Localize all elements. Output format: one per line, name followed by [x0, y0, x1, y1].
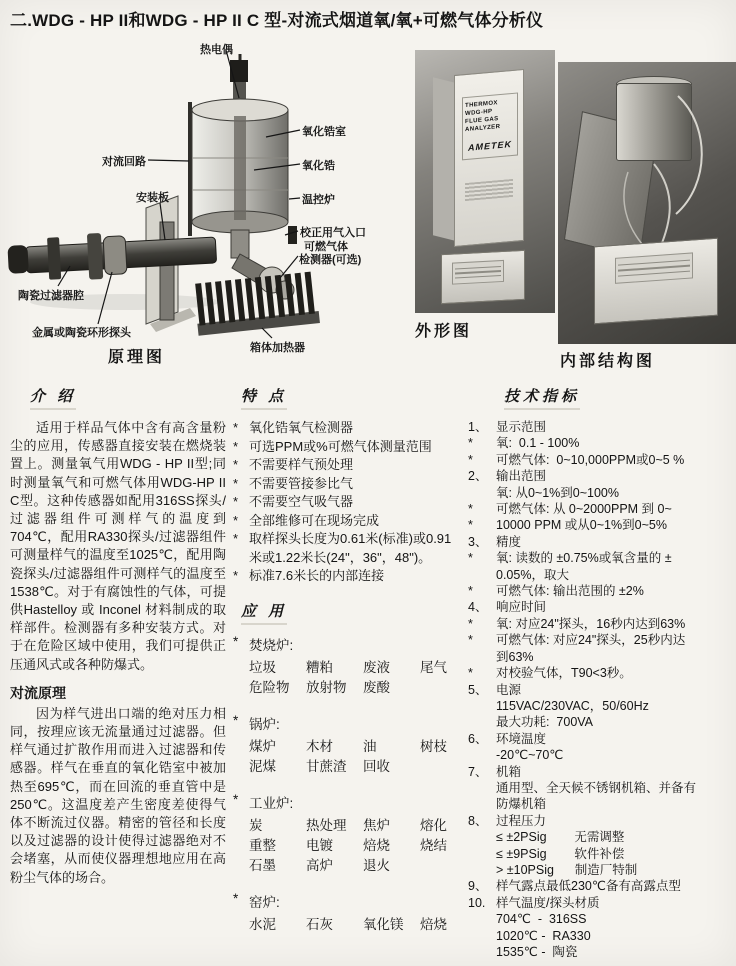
spec-line: > ±10PSig 制造厂特制: [496, 862, 638, 877]
spec-line: * 10000 PPM 或从0~1%到0~5%: [468, 518, 667, 533]
internal-photo: [558, 62, 736, 344]
label-body-heater: 箱体加热器: [250, 342, 305, 354]
spec-line: * 对校验气体，T90<3秒。: [468, 666, 632, 681]
spec-line: ≤ ±9PSig 软件补偿: [496, 846, 625, 861]
internal-box-label: [615, 252, 693, 283]
app-group-incinerator: * 焚烧炉: 垃圾 糟粕 废液 尾气 危险物 放射物 废酸: [233, 634, 463, 698]
feature-item: * 取样探头长度为0.61米(标准)或0.91米或1.22米长(24"，36"，48")。: [233, 530, 463, 567]
spec-line: * 可燃气体: 0~10,000PPM或0~5 %: [468, 452, 685, 467]
principle-caption: 原理图: [108, 349, 166, 366]
bullet: *: [233, 568, 239, 583]
feature-item: * 全部维修可在现场完成: [233, 512, 463, 531]
app-row: 重整 电镀 焙烧 烧结: [249, 837, 447, 853]
feature-item: * 不需要空气吸气器: [233, 493, 463, 512]
spec-line: 10. 样气温度/探头材质: [468, 895, 600, 910]
internal-caption: 内部结构图: [560, 353, 656, 370]
furnace-cylinder-shape: [192, 99, 288, 233]
label-ring-probe: 金属或陶瓷环形探头: [32, 327, 131, 339]
feature-item: * 不需要样气预处理: [233, 456, 463, 475]
convection-paragraph: 因为样气进出口端的绝对压力相同，按理应该无流量通过过滤器。但样气通过扩散作用而进入过滤器和传感器。样气在垂直的氧化锆室中被加热至695℃，而在回流的垂直管中是250℃。这温度差产生密度差使得气体不断流过仪器。精密的管径和长度以及过滤器的设计使得过滤器绝对不会堵塞，从而使仪器理想地应用在高粉尘气体的场合。: [10, 705, 226, 885]
spec-line: 1535℃ - 陶瓷: [496, 945, 578, 959]
spec-line: * 可燃气体: 从 0~2000PPM 到 0~: [468, 502, 672, 517]
spec-line: 1、 显示范围: [468, 420, 547, 434]
junction-box-label: [452, 260, 504, 285]
spec-line: 6、 环境温度: [468, 731, 547, 746]
spec-line: 5、 电源: [468, 682, 522, 697]
features-section: [233, 385, 463, 950]
app-row: 垃圾 糟粕 废液 尾气: [249, 659, 447, 675]
bullet: *: [233, 890, 239, 906]
device-fineprint: [465, 179, 513, 201]
applications-section: [233, 586, 463, 935]
spec-line: 2、 输出范围: [468, 469, 547, 484]
sample-pipe-shape: [7, 227, 217, 284]
specs-heading: 技术指标: [504, 385, 580, 410]
bullet: *: [233, 712, 239, 728]
spec-line: 4、 响应时间: [468, 600, 547, 615]
heatsink-shape: [193, 271, 320, 335]
applications-heading: 应 用: [241, 600, 287, 625]
spec-line: 氧: 从0~1%到0~100%: [496, 485, 619, 500]
label-thermocouple: 热电偶: [200, 44, 233, 56]
device-side-panel: [433, 77, 455, 240]
label-ceramic-filter: 陶瓷过滤器腔: [18, 290, 84, 302]
intro-heading: 介 绍: [30, 385, 76, 410]
app-row: 石墨 高炉 退火: [249, 857, 390, 873]
app-row: 水泥 石灰 氧化镁 焙烧: [249, 916, 447, 932]
label-zirconia-chamber: 氧化锆室: [302, 126, 346, 138]
device-model-text: THERMOX WDG-HP: [465, 100, 498, 118]
feature-item: * 可选PPM或%可燃气体测量范围: [233, 438, 463, 457]
spec-line: * 氧: 0.1 - 100%: [468, 436, 580, 451]
spec-line: 通用型、全天候不锈钢机箱、并备有: [496, 780, 697, 795]
spec-line: 7、 机箱: [468, 764, 522, 779]
convection-subheading: 对流原理: [10, 684, 66, 701]
app-row: 炭 热处理 焦炉 熔化: [249, 817, 447, 833]
spec-line: * 氧: 对应24"探头，16秒内达到63%: [468, 616, 686, 631]
label-zirconia: 氧化锆: [302, 160, 335, 172]
intro-paragraph: 适用于样品气体中含有高含量粉尘的应用，传感器直接安装在燃烧装置上。测量氧气用WDG - HP II型;同时测量氧气和可燃气体用WDG-HP II C型。这种传感器如配用316SS探头/过滤器组件可测样气的温度到704℃，配用RA330探头/过滤器组件可测量样气的温度至1025℃，配用陶瓷探头/过滤器组件可测样气的温度至1538℃。对于有腐蚀性的气体，可提供Hastelloy 或 Inconel 材料制成的取样部件。检测器有多种安装方式。对于在危险区域中使用，我们可提供正压通风式或各种防爆式。: [10, 420, 226, 672]
feature-item: * 不需要管接参比气: [233, 475, 463, 494]
spec-line: 115VAC/230VAC，50/60Hz: [496, 698, 649, 713]
bullet: *: [233, 512, 239, 528]
device-front-panel: [454, 69, 524, 247]
bullet: *: [233, 633, 239, 649]
spec-line: 到63%: [496, 649, 534, 664]
spec-line: -20℃~70℃: [496, 748, 564, 763]
spec-line: 8、 过程压力: [468, 813, 547, 828]
page-title: 二.WDG - HP II和WDG - HP II C 型-对流式烟道氧/氧+可燃气体分析仪: [10, 11, 544, 30]
spec-line: 防爆机箱: [496, 797, 547, 812]
spec-line: 9、 样气露点最低230℃备有高露点型: [468, 879, 681, 894]
app-group-industrial-furnace: * 工业炉: 炭 热处理 焦炉 熔化 重整 电镀 焙烧 烧结 石墨 高炉 退火: [233, 792, 463, 876]
spec-line: 704℃ - 316SS: [496, 912, 587, 927]
internal-junction-box: [594, 238, 718, 325]
bullet: *: [233, 531, 239, 546]
bullet: *: [233, 457, 239, 472]
label-combustible-line1: 可燃气体: [304, 241, 348, 253]
label-mounting-plate: 安装板: [136, 192, 169, 204]
app-row: 危险物 放射物 废酸: [249, 679, 390, 695]
bullet: *: [233, 438, 239, 454]
feature-item: * 氧化锆氧气检测器: [233, 419, 463, 438]
spec-line: * 可燃气体: 对应24"探头，25秒内达: [468, 633, 686, 648]
spec-line: 1020℃ - RA330: [496, 928, 591, 943]
junction-box: [441, 250, 525, 304]
feature-item: * 标准7.6米长的内部连接: [233, 567, 463, 586]
principle-diagram: [0, 40, 392, 370]
label-combustible-line2: 检测器(可选): [299, 254, 362, 266]
spec-line: * 可燃气体: 输出范围的 ±2%: [468, 584, 644, 599]
intro-section: [10, 385, 226, 887]
exterior-photo: [415, 50, 555, 313]
bullet: *: [233, 475, 239, 491]
spec-line: 最大功耗: 700VA: [496, 715, 594, 730]
app-row: 泥煤 甘蔗渣 回收: [249, 758, 390, 774]
bullet: *: [233, 494, 239, 509]
device-type-text: FLUE GAS ANALYZER: [465, 116, 501, 134]
spec-line: 3、 精度: [468, 534, 522, 549]
label-convection-loop: 对流回路: [102, 156, 146, 168]
spec-line: * 氧: 读数的 ±0.75%或氧含量的 ±: [468, 551, 672, 566]
device-nameplate: [462, 92, 518, 160]
features-heading: 特 点: [241, 385, 287, 410]
label-furnace: 温控炉: [302, 194, 335, 206]
app-row: 煤炉 木材 油 树枝: [249, 738, 447, 754]
app-group-kiln: * 窑炉: 水泥 石灰 氧化镁 焙烧: [233, 891, 463, 935]
specs-section: [468, 385, 730, 960]
bullet: *: [233, 791, 239, 807]
exterior-caption: 外形图: [415, 323, 473, 340]
app-group-boiler: * 锅炉: 煤炉 木材 油 树枝 泥煤 甘蔗渣 回收: [233, 713, 463, 777]
bullet: *: [233, 420, 239, 435]
spec-line: 0.05%，取大: [496, 567, 569, 582]
device-brand-text: AMETEK: [468, 138, 512, 153]
label-cal-gas-inlet: 校正用气入口: [300, 227, 366, 239]
spec-line: ≤ ±2PSig 无需调整: [496, 830, 625, 845]
